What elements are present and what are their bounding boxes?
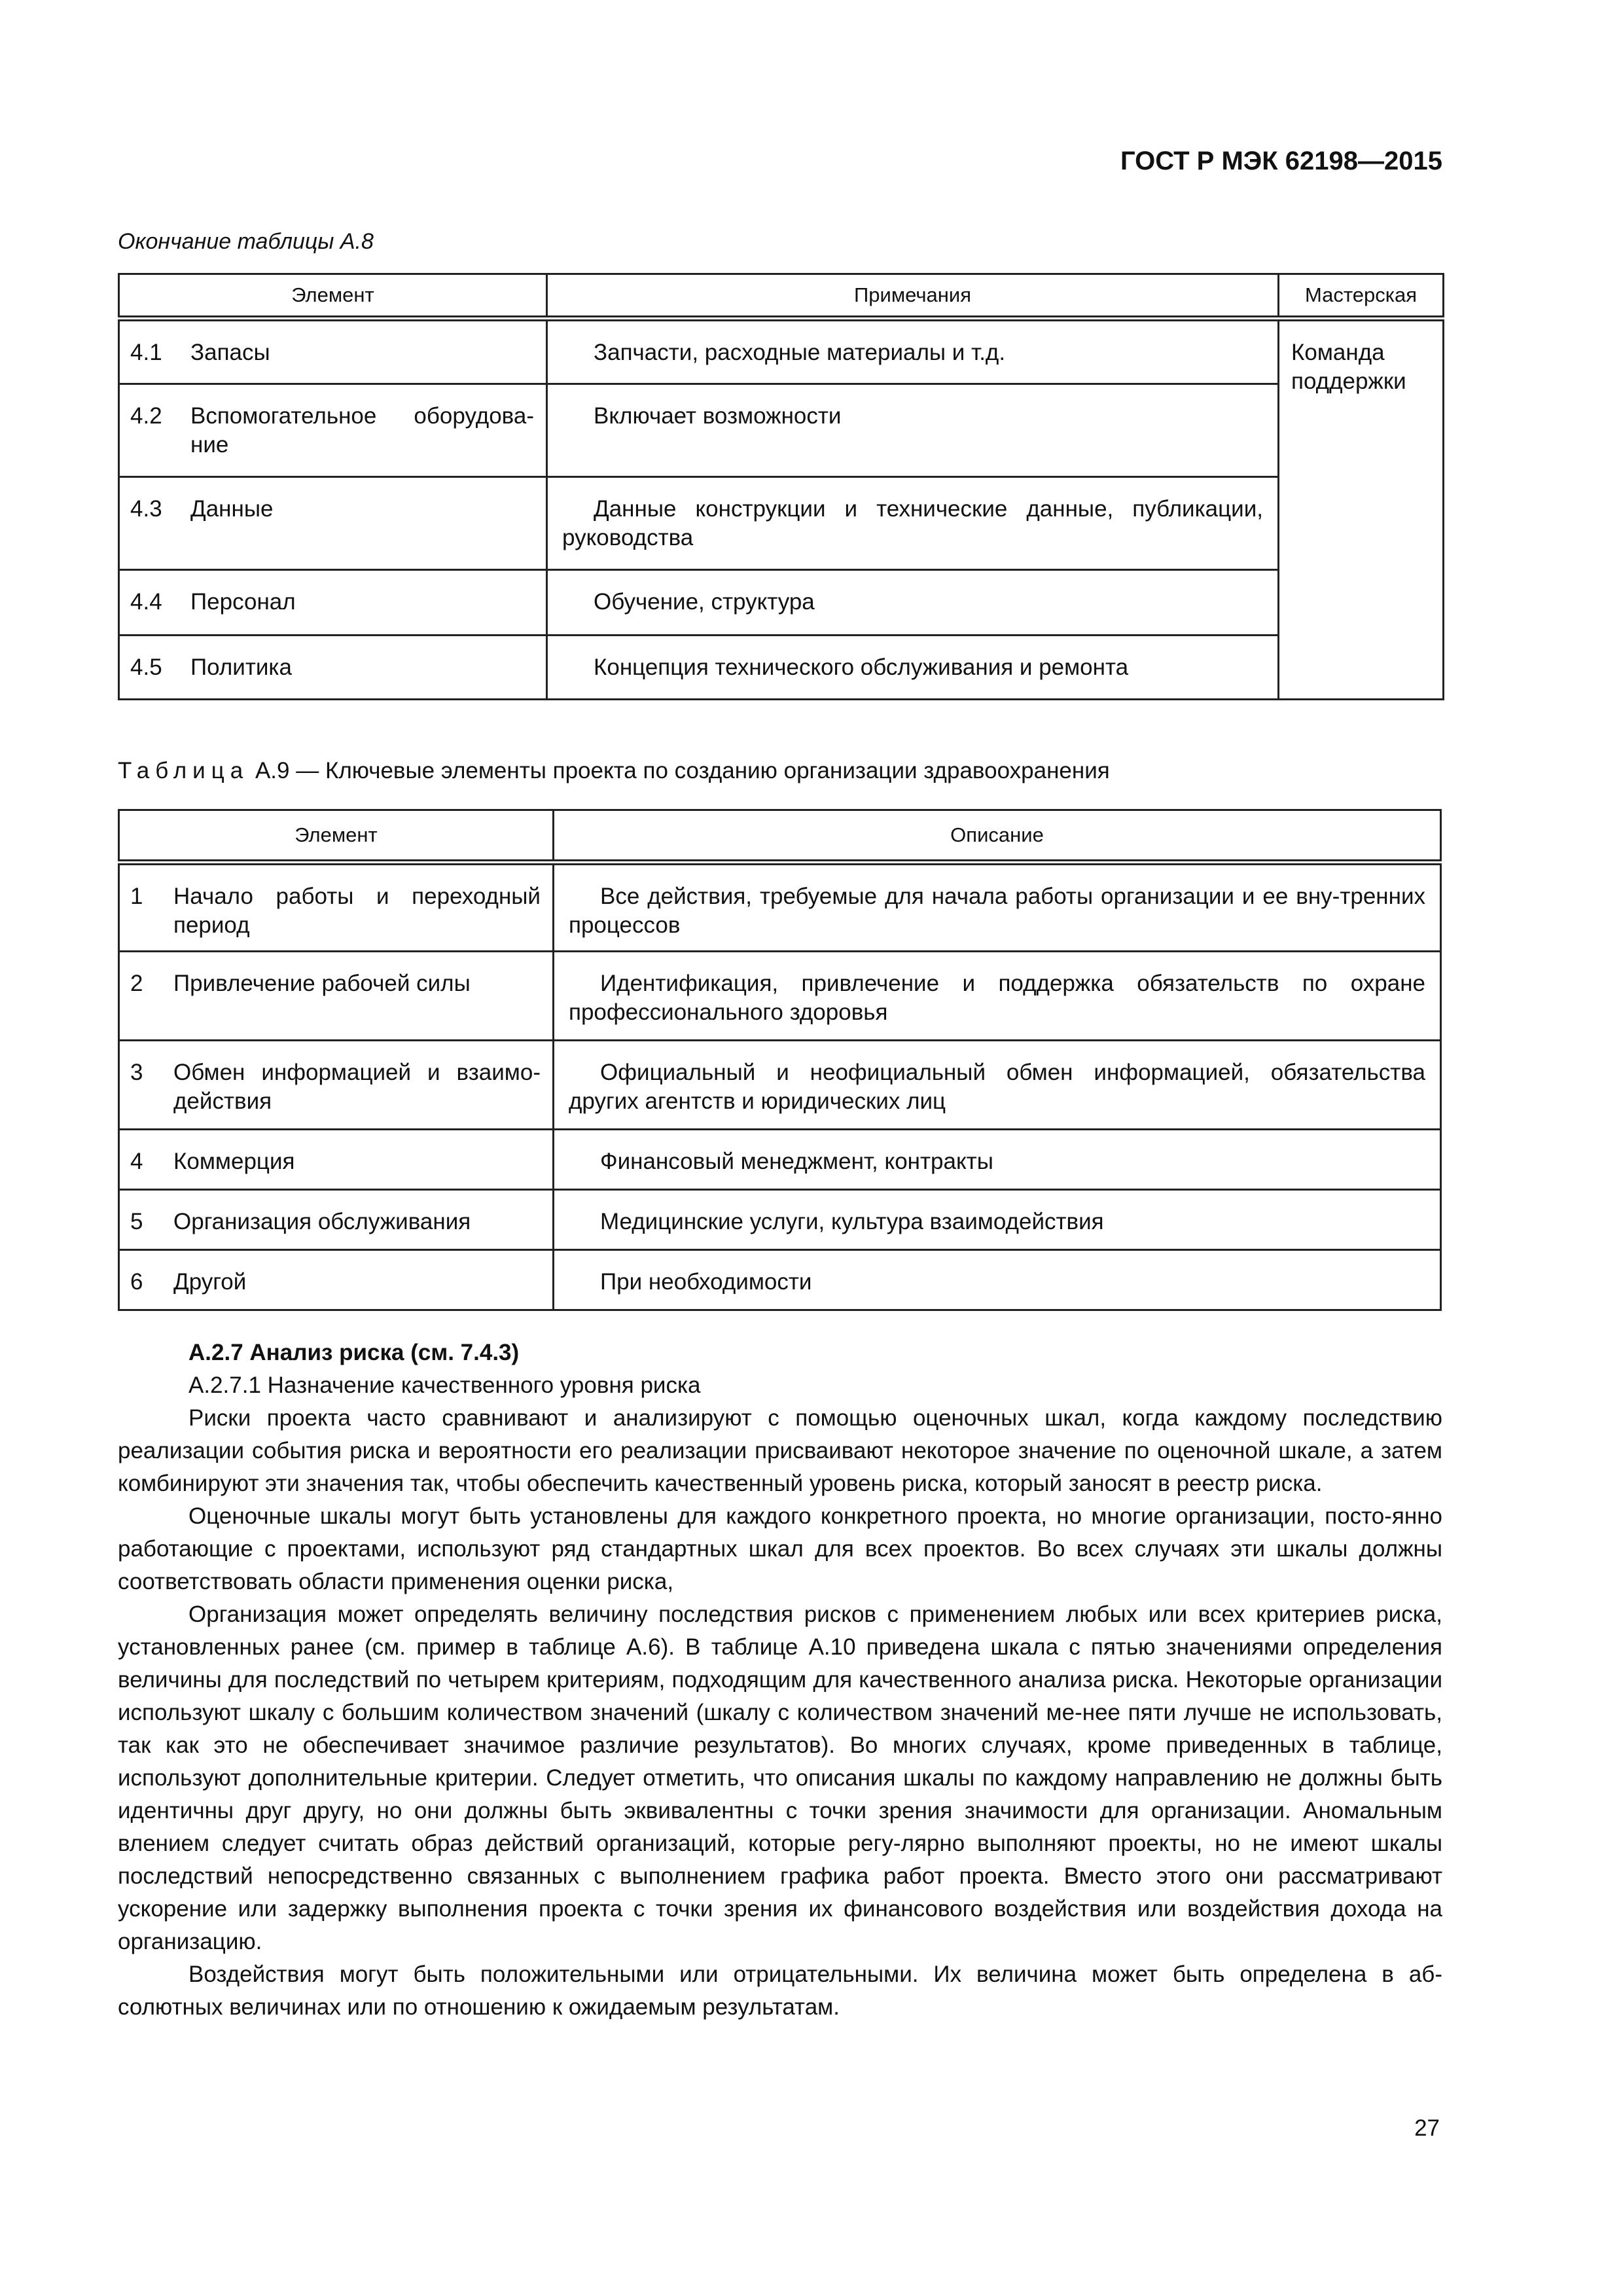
column-header-notes: Примечания — [547, 274, 1279, 319]
paragraph: Риски проекта часто сравнивают и анализируют с помощью оценочных шкал, когда каждому последствию реализации события риска и вероятности его реализации присваивают некоторое значение по оценочной шкале, а затем комбинируют эти значения так, чтобы обеспечить качественный уровень риска, который заносят в реестр риска. — [118, 1405, 1442, 1496]
table-label: Таблица — [118, 758, 249, 783]
element-name: Обмен информацией и взаимо-действия — [173, 1060, 541, 1114]
table-row — [119, 952, 1441, 1041]
column-header-workshop: Мастерская — [1279, 274, 1444, 319]
element-name: Коммерция — [173, 1149, 295, 1174]
element-name: Политика — [190, 655, 292, 680]
element-description: Официальный и неофициальный обмен информацией, обязательства других агентств и юридических лиц — [569, 1060, 1425, 1114]
column-header-element: Элемент — [119, 810, 554, 863]
element-name: Организация обслуживания — [173, 1209, 471, 1234]
page-number: 27 — [1414, 2115, 1440, 2141]
row-number: 4.4 — [130, 589, 162, 615]
element-note: Данные конструкции и технические данные, публикации, руководства — [562, 496, 1263, 550]
table-a9 — [118, 809, 1442, 1311]
row-number: 4.3 — [130, 496, 162, 522]
table-a8 — [118, 273, 1444, 700]
element-note: Обучение, структура — [594, 589, 815, 615]
table-row — [119, 477, 1444, 570]
section-body — [118, 1336, 1442, 2024]
row-number: 2 — [130, 971, 143, 996]
element-name: Привлечение рабочей силы — [173, 971, 471, 996]
row-number: 4.2 — [130, 403, 162, 429]
table-row — [119, 384, 1444, 477]
column-header-element: Элемент — [119, 274, 547, 319]
element-name: Другой — [173, 1269, 247, 1295]
element-description: Все действия, требуемые для начала работы организации и ее вну-тренних процессов — [569, 884, 1425, 938]
row-number: 5 — [130, 1209, 143, 1234]
element-description: Идентификация, привлечение и поддержка обязательств по охране профессионального здоровья — [569, 971, 1425, 1025]
table-row — [119, 1250, 1441, 1310]
element-note: Запчасти, расходные материалы и т.д. — [594, 340, 1006, 365]
element-name: Данные — [190, 496, 274, 522]
element-description: При необходимости — [600, 1269, 812, 1295]
row-number: 4.5 — [130, 655, 162, 680]
element-description: Медицинские услуги, культура взаимодействия — [600, 1209, 1104, 1234]
section-heading: А.2.7 Анализ риска (см. 7.4.3) — [188, 1340, 520, 1365]
table-row — [119, 1130, 1441, 1190]
table-row — [119, 863, 1441, 952]
row-number: 1 — [130, 884, 143, 909]
column-header-description: Описание — [554, 810, 1441, 863]
table-continuation-caption: Окончание таблицы А.8 — [118, 229, 374, 254]
table-row — [119, 636, 1444, 700]
row-number: 3 — [130, 1060, 143, 1085]
table-row — [119, 1041, 1441, 1130]
element-note: Включает возможности — [594, 403, 842, 429]
element-name: Запасы — [190, 340, 270, 365]
element-name: Начало работы и переходный период — [173, 884, 541, 938]
subsection-heading: А.2.7.1 Назначение качественного уровня риска — [188, 1372, 701, 1398]
row-number: 6 — [130, 1269, 143, 1295]
paragraph: Воздействия могут быть положительными или отрицательными. Их величина может быть определена в аб-солютных величинах или по отношению к ожидаемым результатам. — [118, 1962, 1442, 2020]
paragraph: Организация может определять величину последствия рисков с применением любых или всех критериев риска, установленных ранее (см. пример в таблице А.6). В таблице А.10 приведена шкала с пятью значениями определения величины для последствий по четырем критериям, подходящим для качественного анализа риска. Некоторые организации используют шкалу с большим количеством значений (шкалу с количеством значений ме-нее пяти лучше не использовать, так как это не обеспечивает значимое различие результатов). Во многих случаях, кроме приведенных в таблице, используют дополнительные критерии. Следует отметить, что описания шкалы по каждому направлению не должны быть идентичны друг другу, но они должны быть эквивалентны с точки зрения значимости для организации. Аномальным влением следует считать образ действий организаций, которые регу-лярно выполняют проекты, но не имеют шкалы последствий непосредственно связанных с выполнением графика работ проекта. Вместо этого они рассматривают ускорение или задержку выполнения проекта с точки зрения их финансового воздействия или воздействия дохода на организацию. — [118, 1602, 1442, 1954]
table-a9-title — [118, 758, 1110, 784]
element-description: Финансовый менеджмент, контракты — [600, 1149, 993, 1174]
table-row — [119, 319, 1444, 384]
document-header: ГОСТ Р МЭК 62198—2015 — [1120, 147, 1442, 175]
table-row — [119, 570, 1444, 636]
element-name: Вспомогательное оборудова-ние — [190, 403, 534, 457]
table-title-text: А.9 — Ключевые элементы проекта по созданию организации здравоохранения — [249, 758, 1110, 783]
table-row — [119, 1190, 1441, 1250]
paragraph: Оценочные шкалы могут быть установлены для каждого конкретного проекта, но многие организации, посто-янно работающие с проектами, используют ряд стандартных шкал для всех проектов. Во всех случаях эти шкалы должны соответствовать области применения оценки риска, — [118, 1503, 1442, 1594]
row-number: 4.1 — [130, 340, 162, 365]
element-note: Концепция технического обслуживания и ремонта — [594, 655, 1129, 680]
support-team-cell: Команда поддержки — [1291, 340, 1406, 394]
row-number: 4 — [130, 1149, 143, 1174]
element-name: Персонал — [190, 589, 296, 615]
